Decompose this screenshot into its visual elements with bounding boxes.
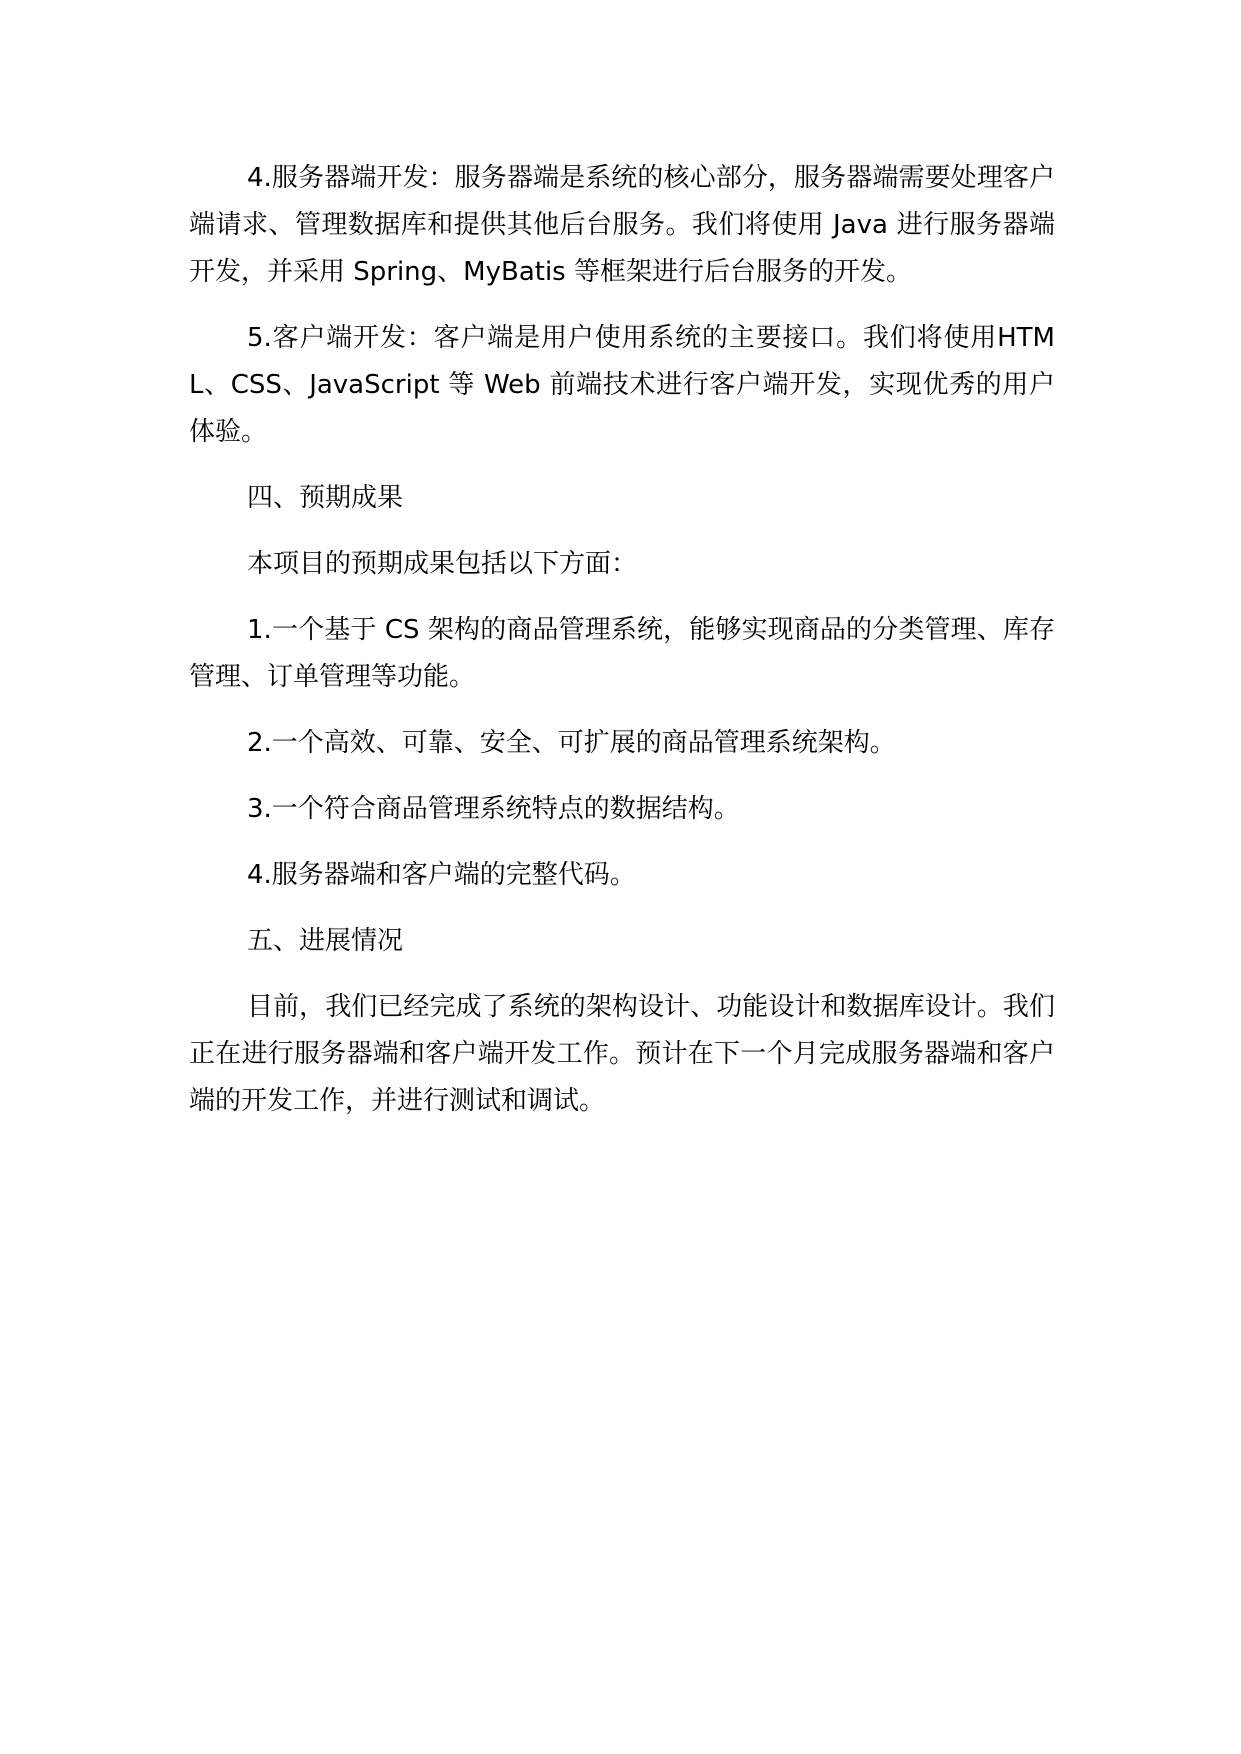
list-item-result-3: 3.一个符合商品管理系统特点的数据结构。: [247, 794, 740, 824]
list-item-result-2: 2.一个高效、可靠、安全、可扩展的商品管理系统架构。: [247, 728, 896, 758]
section-heading-progress: 五、进展情况: [247, 926, 404, 956]
paragraph-client-dev: 5.客户端开发：客户端是用户使用系统的主要接口。我们将使用HTML、CSS、JavaScript 等 Web 前端技术进行客户端开发，实现优秀的用户体验。: [189, 323, 1055, 447]
paragraph-progress: 目前，我们已经完成了系统的架构设计、功能设计和数据库设计。我们正在进行服务器端和客户端开发工作。预计在下一个月完成服务器端和客户端的开发工作，并进行测试和调试。: [189, 992, 1055, 1116]
list-item-result-4: 4.服务器端和客户端的完整代码。: [247, 860, 636, 890]
paragraph-results-intro: 本项目的预期成果包括以下方面：: [247, 549, 638, 579]
document-page: [189, 155, 1055, 1144]
paragraph-server-dev: 4.服务器端开发：服务器端是系统的核心部分，服务器端需要处理客户端请求、管理数据库和提供其他后台服务。我们将使用 Java 进行服务器端开发，并采用 Spring、MyBatis 等框架进行后台服务的开发。: [189, 163, 1055, 287]
list-item-result-1: 1.一个基于 CS 架构的商品管理系统，能够实现商品的分类管理、库存管理、订单管理等功能。: [189, 615, 1055, 692]
section-heading-expected-results: 四、预期成果: [247, 483, 404, 513]
